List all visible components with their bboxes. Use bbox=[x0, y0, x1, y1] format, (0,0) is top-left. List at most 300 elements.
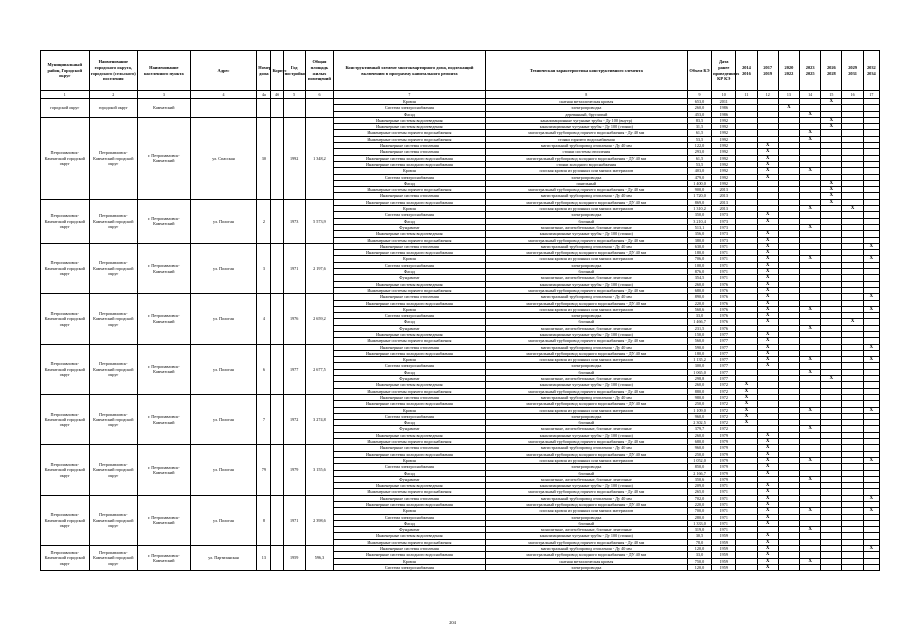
period-mark-cell: X bbox=[757, 495, 778, 501]
element-cell: Инженерные системы горячего водоснабжения bbox=[334, 130, 486, 136]
element-cell: Кровля bbox=[334, 206, 486, 212]
column-number: 12 bbox=[757, 91, 778, 99]
house-building-cell bbox=[271, 199, 283, 243]
volume-cell: 630,0 bbox=[687, 243, 711, 249]
characteristic-cell: монолитные, железобетонные, блочные ленточные bbox=[485, 376, 687, 382]
house-locality-cell: г. Петропавловск-Камчатский bbox=[138, 294, 191, 344]
period-mark-cell: X bbox=[736, 394, 757, 400]
page-number: 204 bbox=[449, 620, 456, 625]
repair-date-cell: 2013 bbox=[712, 193, 736, 199]
repair-date-cell: 1976 bbox=[712, 306, 736, 312]
period-mark-cell: X bbox=[800, 558, 821, 564]
period-mark-cell: X bbox=[757, 168, 778, 174]
volume-cell: 220,0 bbox=[687, 502, 711, 508]
element-cell: Фундамент bbox=[334, 275, 486, 281]
repair-date-cell: 1971 bbox=[712, 275, 736, 281]
element-cell: Инженерные системы водоотведения bbox=[334, 281, 486, 287]
house-locality-cell: г. Петропавловск-Камчатский bbox=[138, 199, 191, 243]
volume-cell: 33,0 bbox=[687, 552, 711, 558]
period-mark-cell: X bbox=[821, 199, 842, 205]
element-cell: Система электроснабжения bbox=[334, 262, 486, 268]
period-mark-cell: X bbox=[757, 269, 778, 275]
characteristic-cell: электропроводка bbox=[485, 313, 687, 319]
element-cell: Фундамент bbox=[334, 527, 486, 533]
house-house-cell: 4 bbox=[257, 294, 271, 344]
house-district-cell: Петропавловск-Камчатский городской округ bbox=[41, 294, 90, 344]
element-cell: Система электроснабжения bbox=[334, 514, 486, 520]
element-cell: Кровля bbox=[334, 457, 486, 463]
period-mark-cell: X bbox=[757, 212, 778, 218]
column-header: Номер дома bbox=[257, 51, 271, 91]
volume-cell: 3 210,4 bbox=[687, 218, 711, 224]
period-mark-cell: X bbox=[800, 224, 821, 230]
volume-cell: 379,7 bbox=[687, 426, 711, 432]
repair-date-cell: 1959 bbox=[712, 564, 736, 570]
characteristic-cell: магистральный трубопровод холодного водоснабжения - ДУ 40 мм bbox=[485, 155, 687, 161]
period-mark-cell: X bbox=[757, 520, 778, 526]
element-cell: Фасад bbox=[334, 470, 486, 476]
volume-cell: 260,0 bbox=[687, 281, 711, 287]
characteristic-cell: магистральный трубопровод холодного водоснабжения - ДУ 40 мм bbox=[485, 552, 687, 558]
volume-cell: 300,0 bbox=[687, 363, 711, 369]
characteristic-cell: монолитные, железобетонные, блочные ленточные bbox=[485, 224, 687, 230]
repair-date-cell: 1971 bbox=[712, 495, 736, 501]
period-mark-cell: X bbox=[757, 161, 778, 167]
characteristic-cell: плоская кровля из рулонных или мягких материалов bbox=[485, 168, 687, 174]
characteristic-cell: блочный bbox=[485, 319, 687, 325]
volume-cell: 30,5 bbox=[687, 533, 711, 539]
characteristic-cell: магистральный трубопровод горячего водоснабжения - Ду 40 мм bbox=[485, 287, 687, 293]
characteristic-cell: магистральный трубопровод горячего водоснабжения - Ду 40 мм bbox=[485, 187, 687, 193]
characteristic-cell: электропроводка bbox=[485, 564, 687, 570]
period-mark-cell: X bbox=[757, 483, 778, 489]
repair-date-cell: 1976 bbox=[712, 300, 736, 306]
house-street-cell: ул. Спасская bbox=[190, 117, 257, 199]
period-mark-cell: X bbox=[821, 187, 842, 193]
volume-cell: 61,5 bbox=[687, 155, 711, 161]
column-number: 4 bbox=[190, 91, 257, 99]
characteristic-cell: скатная металлическая кровля bbox=[485, 99, 687, 105]
characteristic-cell: магистральный трубопровод холодного водоснабжения - ДУ 40 мм bbox=[485, 502, 687, 508]
repair-date-cell: 1979 bbox=[712, 432, 736, 438]
period-mark-cell: X bbox=[800, 527, 821, 533]
characteristic-cell: электропроводка bbox=[485, 363, 687, 369]
period-mark-cell: X bbox=[800, 357, 821, 363]
period-mark-cell: X bbox=[757, 243, 778, 249]
volume-cell: 850,0 bbox=[687, 464, 711, 470]
repair-date-cell: 1992 bbox=[712, 124, 736, 130]
volume-cell: 900,0 bbox=[687, 187, 711, 193]
period-mark-cell bbox=[842, 564, 863, 570]
repair-date-cell: 1971 bbox=[712, 502, 736, 508]
column-header: 2014 2016 bbox=[736, 51, 757, 91]
element-cell: Кровля bbox=[334, 407, 486, 413]
element-cell: Фундамент bbox=[334, 376, 486, 382]
repair-date-cell: 1971 bbox=[712, 243, 736, 249]
house-year-cell bbox=[283, 99, 305, 118]
house-house-cell: 2 bbox=[257, 199, 271, 243]
column-number: 16 bbox=[842, 91, 863, 99]
period-mark-cell: X bbox=[736, 407, 757, 413]
house-house-cell bbox=[257, 99, 271, 118]
period-mark-cell: X bbox=[821, 99, 842, 105]
period-mark-cell: X bbox=[757, 250, 778, 256]
characteristic-cell: монолитные, железобетонные, блочные ленточные bbox=[485, 476, 687, 482]
volume-cell: 1 052,0 bbox=[687, 457, 711, 463]
characteristic-cell: магистральный трубопровод отопления - Ду 40 мм bbox=[485, 193, 687, 199]
house-street-cell: ул. Пологая bbox=[190, 495, 257, 545]
characteristic-cell: канализационные чугунные трубы - Ду 100 (стояки) bbox=[485, 124, 687, 130]
period-mark-cell: X bbox=[800, 306, 821, 312]
volume-cell: 403,0 bbox=[687, 168, 711, 174]
characteristic-cell: блочный bbox=[485, 520, 687, 526]
period-mark-cell: X bbox=[800, 407, 821, 413]
house-street-cell: ул. Пологая bbox=[190, 344, 257, 394]
characteristic-cell: монолитные, железобетонные, блочные ленточные bbox=[485, 426, 687, 432]
characteristic-cell: деревянный, брусчатый bbox=[485, 111, 687, 117]
house-area-cell: 2 677,5 bbox=[305, 344, 333, 394]
house-building-cell bbox=[271, 117, 283, 199]
repair-date-cell: 2013 bbox=[712, 199, 736, 205]
column-header: 2023 2025 bbox=[800, 51, 821, 91]
period-mark-cell: X bbox=[863, 508, 879, 514]
column-header: 2026 2028 bbox=[821, 51, 842, 91]
repair-date-cell: 1976 bbox=[712, 313, 736, 319]
period-mark-cell: X bbox=[800, 256, 821, 262]
element-cell: Инженерные системы горячего водоснабжения bbox=[334, 136, 486, 142]
element-cell: Инженерные системы горячего водоснабжения bbox=[334, 237, 486, 243]
element-cell: Инженерные системы горячего водоснабжения bbox=[334, 539, 486, 545]
period-mark-cell: X bbox=[757, 464, 778, 470]
house-house-cell: 3 bbox=[257, 243, 271, 293]
repair-date-cell: 1971 bbox=[712, 520, 736, 526]
characteristic-cell: электропроводка bbox=[485, 413, 687, 419]
repair-date-cell: 1973 bbox=[712, 212, 736, 218]
characteristic-cell: канализационные чугунные трубы - Ду 100 (стояки) bbox=[485, 432, 687, 438]
column-number: 10 bbox=[712, 91, 736, 99]
volume-cell: 280,0 bbox=[687, 514, 711, 520]
volume-cell: 453,0 bbox=[687, 111, 711, 117]
repair-date-cell: 1959 bbox=[712, 539, 736, 545]
period-mark-cell: X bbox=[757, 231, 778, 237]
house-house-cell: 6 bbox=[257, 344, 271, 394]
repair-date-cell: 1992 bbox=[712, 174, 736, 180]
repair-date-cell: 1977 bbox=[712, 331, 736, 337]
column-header: Корпус bbox=[271, 51, 283, 91]
element-cell: Инженерные системы водоотведения bbox=[334, 432, 486, 438]
column-header: Общая площадь жилых помещений bbox=[305, 51, 333, 91]
house-district-cell: Петропавловск-Камчатский городской округ bbox=[41, 117, 90, 199]
house-street-cell bbox=[190, 99, 257, 118]
element-cell: Инженерные системы холодного водоснабжения bbox=[334, 300, 486, 306]
element-cell: Фасад bbox=[334, 180, 486, 186]
element-cell: Инженерные системы горячего водоснабжения bbox=[334, 187, 486, 193]
characteristic-cell: блочный bbox=[485, 420, 687, 426]
period-mark-cell bbox=[821, 564, 842, 570]
characteristic-cell: стояки горячего водоснабжения bbox=[485, 136, 687, 142]
repair-date-cell: 1959 bbox=[712, 558, 736, 564]
period-mark-cell: X bbox=[757, 174, 778, 180]
repair-date-cell: 1972 bbox=[712, 407, 736, 413]
volume-cell: 560,6 bbox=[687, 306, 711, 312]
column-header: Адрес bbox=[190, 51, 257, 91]
column-number: 11 bbox=[736, 91, 757, 99]
characteristic-cell: магистральный трубопровод отопления - Ду 40 мм bbox=[485, 445, 687, 451]
house-locality-cell: г. Петропавловск-Камчатский bbox=[138, 495, 191, 545]
period-mark-cell: X bbox=[800, 508, 821, 514]
house-house-cell: 8 bbox=[257, 495, 271, 545]
period-mark-cell: X bbox=[800, 476, 821, 482]
house-year-cell: 1971 bbox=[283, 243, 305, 293]
period-mark-cell: X bbox=[757, 143, 778, 149]
element-cell: Инженерные системы горячего водоснабжения bbox=[334, 439, 486, 445]
element-cell: Фундамент bbox=[334, 325, 486, 331]
volume-cell: 150,0 bbox=[687, 331, 711, 337]
element-cell: Система электроснабжения bbox=[334, 212, 486, 218]
repair-date-cell: 1976 bbox=[712, 294, 736, 300]
characteristic-cell: канализационные чугунные трубы - Ду 100 (стояки) bbox=[485, 483, 687, 489]
period-mark-cell bbox=[800, 564, 821, 570]
period-mark-cell: X bbox=[863, 344, 879, 350]
house-locality-cell: г. Петропавловск-Камчатский bbox=[138, 445, 191, 495]
house-settlement-cell: городской округ bbox=[89, 99, 138, 118]
repair-date-cell: 1971 bbox=[712, 514, 736, 520]
repair-date-cell: 1972 bbox=[712, 394, 736, 400]
house-building-cell bbox=[271, 445, 283, 495]
volume-cell: 83,5 bbox=[687, 117, 711, 123]
period-mark-cell: X bbox=[800, 369, 821, 375]
element-cell: Инженерные системы отопления bbox=[334, 243, 486, 249]
column-header: Наименование населенного пункта bbox=[138, 51, 191, 91]
period-mark-cell: X bbox=[800, 136, 821, 142]
element-cell: Система электроснабжения bbox=[334, 363, 486, 369]
volume-cell: 33,0 bbox=[687, 313, 711, 319]
period-mark-cell: X bbox=[757, 502, 778, 508]
period-mark-cell: X bbox=[757, 558, 778, 564]
column-header: 2017 2019 bbox=[757, 51, 778, 91]
repair-date-cell: 1992 bbox=[712, 168, 736, 174]
characteristic-cell: канализационные чугунные трубы - Ду 100 (стояки) bbox=[485, 331, 687, 337]
volume-cell: 980,0 bbox=[687, 394, 711, 400]
period-mark-cell: X bbox=[842, 206, 863, 212]
house-building-cell bbox=[271, 99, 283, 118]
period-mark-cell: X bbox=[757, 155, 778, 161]
repair-date-cell: 1992 bbox=[712, 130, 736, 136]
column-header: Наименование городского округа, городского (сельского) поселения bbox=[89, 51, 138, 91]
repair-date-cell: 1986 bbox=[712, 111, 736, 117]
element-cell: Инженерные системы холодного водоснабжения bbox=[334, 199, 486, 205]
repair-date-cell: 1971 bbox=[712, 256, 736, 262]
house-year-cell: 1979 bbox=[283, 445, 305, 495]
repair-date-cell: 1971 bbox=[712, 489, 736, 495]
characteristic-cell: панельный bbox=[485, 180, 687, 186]
period-mark-cell: X bbox=[863, 357, 879, 363]
period-mark-cell: X bbox=[757, 439, 778, 445]
element-cell: Кровля bbox=[334, 508, 486, 514]
element-cell: Инженерные системы холодного водоснабжения bbox=[334, 401, 486, 407]
repair-date-cell: 1992 bbox=[712, 180, 736, 186]
element-cell: Инженерные системы горячего водоснабжения bbox=[334, 388, 486, 394]
period-mark-cell: X bbox=[863, 495, 879, 501]
element-cell: Фундамент bbox=[334, 476, 486, 482]
element-cell: Фасад bbox=[334, 369, 486, 375]
column-header: 2020 2022 bbox=[778, 51, 799, 91]
house-district-cell: Петропавловск-Камчатский городской округ bbox=[41, 495, 90, 545]
period-mark-cell: X bbox=[757, 294, 778, 300]
column-number: 7 bbox=[334, 91, 486, 99]
volume-cell: 265,0 bbox=[687, 489, 711, 495]
repair-date-cell: 1977 bbox=[712, 363, 736, 369]
house-street-cell: ул. Пологая bbox=[190, 445, 257, 495]
house-settlement-cell: Петропавловск-Камчатский городской округ bbox=[89, 243, 138, 293]
element-cell: Система электроснабжения bbox=[334, 413, 486, 419]
column-header: 2032 2034 bbox=[863, 51, 879, 91]
house-settlement-cell: Петропавловск-Камчатский городской округ bbox=[89, 445, 138, 495]
repair-date-cell: 1977 bbox=[712, 376, 736, 382]
element-cell: Инженерные системы отопления bbox=[334, 344, 486, 350]
period-mark-cell: X bbox=[778, 105, 799, 111]
characteristic-cell: электропроводка bbox=[485, 105, 687, 111]
element-cell: Инженерные системы холодного водоснабжения bbox=[334, 451, 486, 457]
house-locality-cell: г. Петропавловск-Камчатский bbox=[138, 394, 191, 444]
house-building-cell bbox=[271, 546, 283, 571]
element-cell: Инженерные системы горячего водоснабжения bbox=[334, 287, 486, 293]
period-mark-cell: X bbox=[821, 180, 842, 186]
period-mark-cell: X bbox=[757, 539, 778, 545]
characteristic-cell: магистральный трубопровод отопления - Ду 40 мм bbox=[485, 344, 687, 350]
element-cell: Инженерные системы отопления bbox=[334, 294, 486, 300]
period-mark-cell: X bbox=[821, 124, 842, 130]
element-cell: Кровля bbox=[334, 357, 486, 363]
column-header: Дата ранее проведенных КР КЭ bbox=[712, 51, 736, 91]
repair-date-cell: 1977 bbox=[712, 350, 736, 356]
house-building-cell bbox=[271, 344, 283, 394]
repair-date-cell: 1976 bbox=[712, 319, 736, 325]
house-locality-cell: г. Петропавловск-Камчатский bbox=[138, 117, 191, 199]
repair-date-cell: 1976 bbox=[712, 287, 736, 293]
repair-date-cell: 1979 bbox=[712, 457, 736, 463]
repair-date-cell: 1992 bbox=[712, 155, 736, 161]
characteristic-cell: канализационные чугунные трубы - Ду 100 (внутр) bbox=[485, 117, 687, 123]
repair-date-cell: 1992 bbox=[712, 161, 736, 167]
element-cell: Инженерные системы водоотведения bbox=[334, 533, 486, 539]
period-mark-cell: X bbox=[757, 350, 778, 356]
element-cell: Система электроснабжения bbox=[334, 564, 486, 570]
volume-cell: 180,0 bbox=[687, 350, 711, 356]
house-area-cell: 2 398,6 bbox=[305, 495, 333, 545]
house-year-cell: 1973 bbox=[283, 199, 305, 243]
element-cell: Кровля bbox=[334, 558, 486, 564]
period-mark-cell: X bbox=[863, 407, 879, 413]
element-cell: Кровля bbox=[334, 168, 486, 174]
house-house-cell: 7 bbox=[257, 394, 271, 444]
repair-date-cell: 1992 bbox=[712, 143, 736, 149]
period-mark-cell: X bbox=[757, 256, 778, 262]
house-settlement-cell: Петропавловск-Камчатский городской округ bbox=[89, 344, 138, 394]
characteristic-cell: стояки холодного водоснабжения bbox=[485, 161, 687, 167]
house-district-cell: Петропавловск-Камчатский городской округ bbox=[41, 445, 90, 495]
volume-cell: 880,0 bbox=[687, 388, 711, 394]
characteristic-cell: магистральный трубопровод горячего водоснабжения - Ду 40 мм bbox=[485, 338, 687, 344]
column-header: 2029 2031 bbox=[842, 51, 863, 91]
period-mark-cell: X bbox=[757, 564, 778, 570]
period-mark-cell: X bbox=[863, 243, 879, 249]
element-cell: Система электроснабжения bbox=[334, 464, 486, 470]
column-number: 4б bbox=[271, 91, 283, 99]
repair-date-cell: 1972 bbox=[712, 420, 736, 426]
column-number: 1 bbox=[41, 91, 90, 99]
house-settlement-cell: Петропавловск-Камчатский городской округ bbox=[89, 546, 138, 571]
volume-cell: 350,0 bbox=[687, 212, 711, 218]
period-mark-cell: X bbox=[757, 432, 778, 438]
volume-cell: 960,0 bbox=[687, 413, 711, 419]
house-locality-cell: Камчатский bbox=[138, 99, 191, 118]
volume-cell: 380,0 bbox=[687, 237, 711, 243]
period-mark-cell: X bbox=[757, 552, 778, 558]
element-cell: Инженерные системы отопления bbox=[334, 445, 486, 451]
period-mark-cell: X bbox=[757, 149, 778, 155]
house-settlement-cell: Петропавловск-Камчатский городской округ bbox=[89, 294, 138, 344]
house-area-cell: 2 659,2 bbox=[305, 294, 333, 344]
period-mark-cell: X bbox=[800, 206, 821, 212]
characteristic-cell: плоская кровля из рулонных или мягких материалов bbox=[485, 457, 687, 463]
period-mark-cell: X bbox=[821, 117, 842, 123]
house-district-cell: Петропавловск-Камчатский городской округ bbox=[41, 394, 90, 444]
characteristic-cell: электропроводка bbox=[485, 212, 687, 218]
volume-cell: 1 720,0 bbox=[687, 193, 711, 199]
volume-cell: 1 065,0 bbox=[687, 369, 711, 375]
volume-cell: 53,5 bbox=[687, 161, 711, 167]
period-mark-cell: X bbox=[821, 376, 842, 382]
volume-cell: 231,5 bbox=[687, 325, 711, 331]
volume-cell: 1 310,2 bbox=[687, 206, 711, 212]
repair-date-cell: 1977 bbox=[712, 344, 736, 350]
repair-date-cell: 1971 bbox=[712, 508, 736, 514]
table-header-row bbox=[41, 51, 880, 91]
volume-cell: 78,0 bbox=[687, 539, 711, 545]
element-cell: Инженерные системы холодного водоснабжения bbox=[334, 155, 486, 161]
volume-cell: 479,0 bbox=[687, 174, 711, 180]
period-mark-cell: X bbox=[757, 533, 778, 539]
characteristic-cell: блочный bbox=[485, 470, 687, 476]
characteristic-cell: магистральный трубопровод отопления - Ду 40 мм bbox=[485, 546, 687, 552]
period-mark-cell: X bbox=[757, 338, 778, 344]
house-locality-cell: г. Петропавловск-Камчатский bbox=[138, 344, 191, 394]
repair-date-cell: 1992 bbox=[712, 149, 736, 155]
volume-cell: 122,0 bbox=[687, 143, 711, 149]
house-area-cell bbox=[305, 99, 333, 118]
column-number: 13 bbox=[778, 91, 799, 99]
column-number: 8 bbox=[485, 91, 687, 99]
characteristic-cell: магистральный трубопровод отопления - Ду 40 мм bbox=[485, 243, 687, 249]
characteristic-cell: плоская кровля из рулонных или мягких материалов bbox=[485, 206, 687, 212]
element-cell: Система электроснабжения bbox=[334, 313, 486, 319]
element-cell: Кровля bbox=[334, 306, 486, 312]
repair-date-cell: 1976 bbox=[712, 281, 736, 287]
period-mark-cell: X bbox=[757, 287, 778, 293]
characteristic-cell: магистральный трубопровод холодного водоснабжения - ДУ 40 мм bbox=[485, 199, 687, 205]
period-mark-cell: X bbox=[757, 281, 778, 287]
house-area-cell: 3 274,8 bbox=[305, 394, 333, 444]
column-number: 14 bbox=[800, 91, 821, 99]
house-house-cell: 30 bbox=[257, 117, 271, 199]
period-mark-cell: X bbox=[800, 111, 821, 117]
characteristic-cell: плоская кровля из рулонных или мягких материалов bbox=[485, 508, 687, 514]
house-building-cell bbox=[271, 294, 283, 344]
house-building-cell bbox=[271, 495, 283, 545]
house-district-cell: Петропавловск-Камчатский городской округ bbox=[41, 199, 90, 243]
house-building-cell bbox=[271, 243, 283, 293]
